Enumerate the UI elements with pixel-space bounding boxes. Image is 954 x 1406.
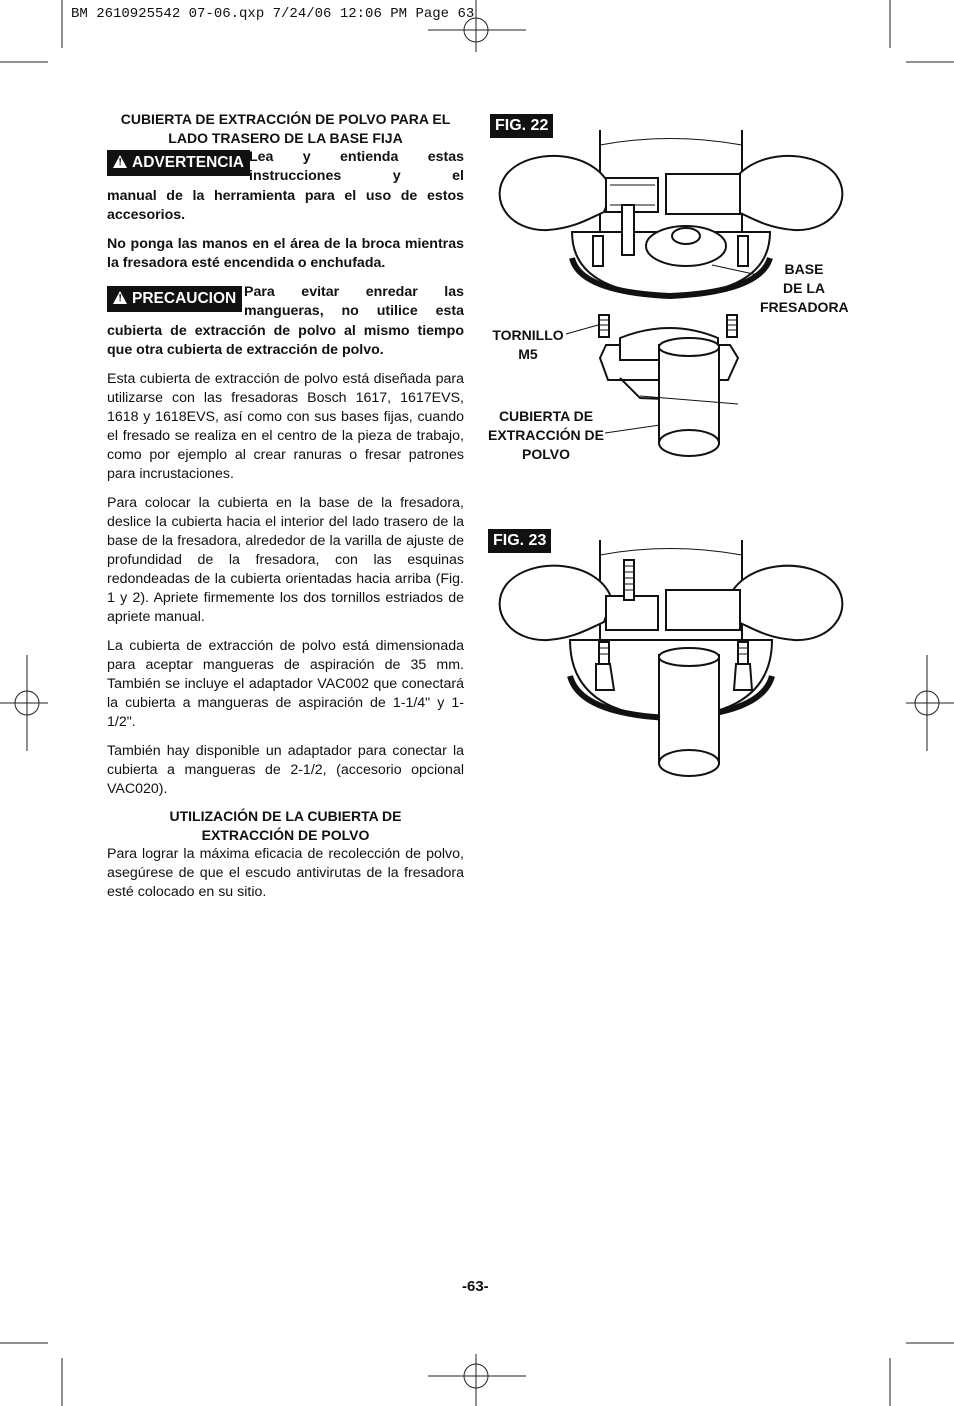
paragraph-installation: Para colocar la cubierta en la base de la fresadora, deslice la cubierta hacia el interior del lado trasero de la base de la fresadora, alrededor de la varilla de ajuste de profundidad de la fresadora, con las esquinas redondeadas de la cubierta orientadas hacia arriba (Fig. 1 y 2). Apriete firmemente los dos tornillos estriados de apriete manual. — [107, 495, 464, 625]
section-heading-usage-line2: EXTRACCIÓN DE POLVO — [201, 827, 370, 843]
callout-dust-cover: CUBIERTA DE EXTRACCIÓN DE POLVO — [488, 408, 604, 462]
warning-text: manual de la herramienta para el uso de estos accesorios. — [107, 188, 464, 223]
section-heading-usage: UTILIZACIÓN DE LA CUBIERTA DE — [169, 808, 402, 824]
warning-triangle-icon: ! — [113, 155, 127, 168]
paragraph-usage: Para lograr la máxima eficacia de recolección de polvo, asegúrese de que el escudo antivirutas de la fresadora esté colocado en su sitio. — [107, 846, 464, 900]
caution-triangle-icon: ! — [113, 291, 127, 304]
caution-badge: ! PRECAUCION — [107, 286, 242, 312]
callout-router-base: BASE DE LA FRESADORA — [760, 261, 849, 315]
callout-screw-m5: TORNILLO M5 — [492, 327, 564, 362]
paragraph-hose-size: La cubierta de extracción de polvo está dimensionada para aceptar mangueras de aspiración de 35 mm. También se incluye el adaptador VAC002 que conectará la cubierta a mangueras de aspiración de 1-1/4" y 1-1/2". — [107, 638, 464, 730]
fig-22-label: FIG. 22 — [490, 114, 553, 138]
warning-line1: Lea y entienda estas — [249, 149, 464, 165]
hands-warning: No ponga las manos en el área de la broca mientras la fresadora esté encendida o enchufada. — [107, 236, 464, 271]
paragraph-adapter: También hay disponible un adaptador para conectar la cubierta a mangueras de 2-1/2, (accesorio opcional VAC020). — [107, 743, 464, 797]
warning-badge: ! ADVERTENCIA — [107, 150, 250, 176]
page-number: -63- — [462, 1278, 489, 1295]
file-slug: BM 2610925542 07-06.qxp 7/24/06 12:06 PM Page 63 — [71, 6, 475, 22]
caution-text: cubierta de extracción de polvo al mismo tiempo que otra cubierta de extracción de polvo. — [107, 323, 464, 358]
fig-23-label: FIG. 23 — [488, 529, 551, 553]
caution-line2: mangueras, no utilice esta — [244, 303, 464, 319]
caution-line1: Para evitar enredar las — [244, 284, 464, 300]
section-heading: CUBIERTA DE EXTRACCIÓN DE POLVO PARA EL — [120, 111, 451, 127]
section-heading-line2: LADO TRASERO DE LA BASE FIJA — [168, 130, 403, 146]
paragraph-compatibility: Esta cubierta de extracción de polvo está diseñada para utilizarse con las fresadoras Bosch 1617, 1617EVS, 1618 y 1618EVS, así como con sus bases fijas, cuando el fresado se realiza en el centro de la pieza de trabajo, como por ejemplo al crear ranuras o fresar patrones para incrustaciones. — [107, 371, 464, 482]
warning-line2: instrucciones y el — [249, 168, 464, 184]
